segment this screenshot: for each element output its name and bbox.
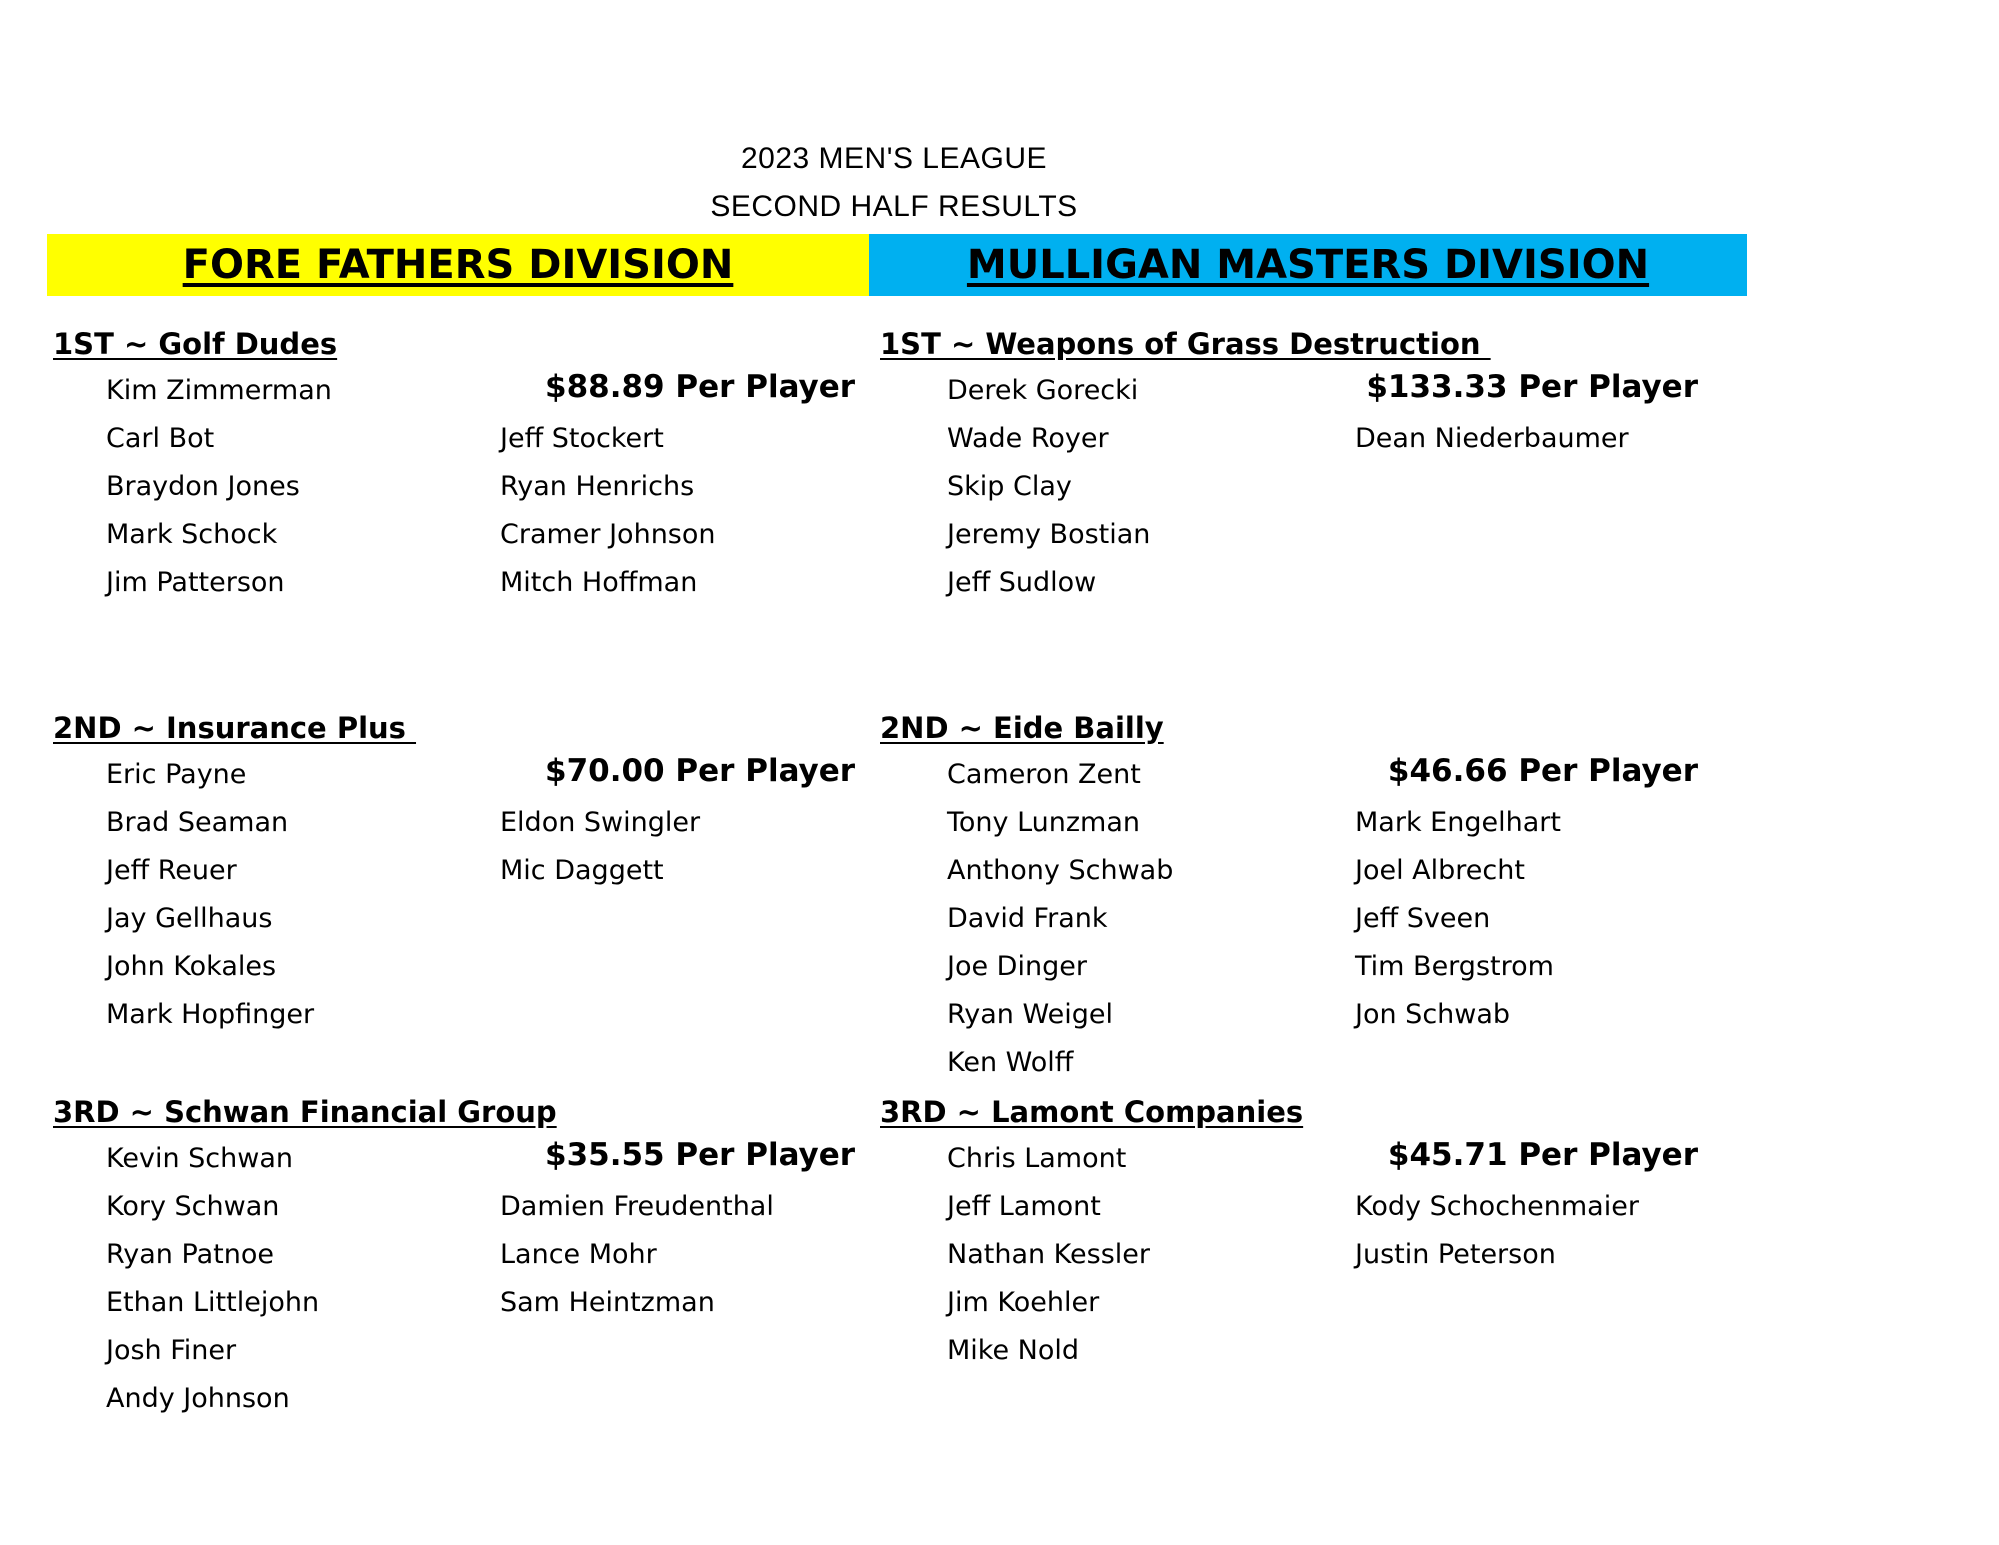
player-name: Jim Koehler — [947, 1287, 1100, 1318]
player-name: Derek Gorecki — [947, 375, 1139, 406]
division-name: MULLIGAN MASTERS DIVISION — [966, 242, 1650, 288]
results-subtitle: SECOND HALF RESULTS — [710, 190, 1078, 223]
player-name: Mitch Hoffman — [500, 567, 698, 598]
player-name: Jeff Lamont — [947, 1191, 1101, 1222]
payout-per-player: $133.33 Per Player — [1366, 369, 1698, 405]
player-name: Skip Clay — [947, 471, 1072, 502]
player-name: Mark Hopfinger — [106, 999, 315, 1030]
player-name: Eric Payne — [106, 759, 247, 790]
payout-per-player: $45.71 Per Player — [1387, 1137, 1698, 1173]
player-name: Andy Johnson — [106, 1383, 290, 1414]
team-title: 2ND ~ Insurance Plus — [53, 711, 417, 745]
team-title: 2ND ~ Eide Bailly — [880, 711, 1164, 745]
player-name: Wade Royer — [947, 423, 1109, 454]
player-name: Mark Engelhart — [1355, 807, 1561, 838]
player-name: Justin Peterson — [1355, 1239, 1556, 1270]
player-name: Jeff Stockert — [500, 423, 664, 454]
player-name: Tony Lunzman — [947, 807, 1141, 838]
payout-per-player: $35.55 Per Player — [545, 1137, 856, 1173]
player-name: Kevin Schwan — [106, 1143, 293, 1174]
player-name: Ryan Weigel — [947, 999, 1113, 1030]
player-name: Ken Wolff — [947, 1047, 1074, 1078]
player-name: Dean Niederbaumer — [1355, 423, 1629, 454]
player-name: Jeff Sudlow — [947, 567, 1097, 598]
player-name: Ethan Littlejohn — [106, 1287, 320, 1318]
player-name: Damien Freudenthal — [500, 1191, 774, 1222]
player-name: Mike Nold — [947, 1335, 1080, 1366]
player-name: Tim Bergstrom — [1355, 951, 1554, 982]
player-name: Kim Zimmerman — [106, 375, 332, 406]
player-name: Joel Albrecht — [1355, 855, 1525, 886]
league-title: 2023 MEN'S LEAGUE — [740, 142, 1048, 175]
player-name: Josh Finer — [106, 1335, 237, 1366]
player-name: Mark Schock — [106, 519, 278, 550]
fore-fathers-division-header — [47, 234, 869, 296]
player-name: Joe Dinger — [947, 951, 1087, 982]
player-name: Cameron Zent — [947, 759, 1141, 790]
player-name: Ryan Patnoe — [106, 1239, 274, 1270]
payout-per-player: $46.66 Per Player — [1387, 753, 1698, 789]
player-name: Jeremy Bostian — [947, 519, 1151, 550]
player-name: Jeff Reuer — [106, 855, 237, 886]
player-name: Mic Daggett — [500, 855, 664, 886]
player-name: Brad Seaman — [106, 807, 289, 838]
player-name: Anthony Schwab — [947, 855, 1174, 886]
player-name: John Kokales — [106, 951, 277, 982]
payout-per-player: $70.00 Per Player — [545, 753, 856, 789]
player-name: Jon Schwab — [1355, 999, 1511, 1030]
player-name: Sam Heintzman — [500, 1287, 715, 1318]
player-name: Kody Schochenmaier — [1355, 1191, 1639, 1222]
payout-per-player: $88.89 Per Player — [545, 369, 856, 405]
mulligan-masters-division-header — [869, 234, 1747, 296]
division-name: FORE FATHERS DIVISION — [182, 242, 734, 288]
team-title: 3RD ~ Lamont Companies — [880, 1095, 1304, 1129]
team-title: 3RD ~ Schwan Financial Group — [53, 1095, 557, 1129]
player-name: Chris Lamont — [947, 1143, 1127, 1174]
player-name: Braydon Jones — [106, 471, 300, 502]
player-name: Carl Bot — [106, 423, 215, 454]
player-name: Kory Schwan — [106, 1191, 280, 1222]
player-name: Jay Gellhaus — [106, 903, 273, 934]
player-name: Jim Patterson — [106, 567, 285, 598]
player-name: Eldon Swingler — [500, 807, 701, 838]
player-name: Ryan Henrichs — [500, 471, 695, 502]
player-name: Cramer Johnson — [500, 519, 716, 550]
team-title: 1ST ~ Weapons of Grass Destruction — [880, 327, 1491, 361]
player-name: David Frank — [947, 903, 1108, 934]
player-name: Jeff Sveen — [1355, 903, 1491, 934]
player-name: Lance Mohr — [500, 1239, 657, 1270]
team-title: 1ST ~ Golf Dudes — [53, 327, 338, 361]
player-name: Nathan Kessler — [947, 1239, 1151, 1270]
